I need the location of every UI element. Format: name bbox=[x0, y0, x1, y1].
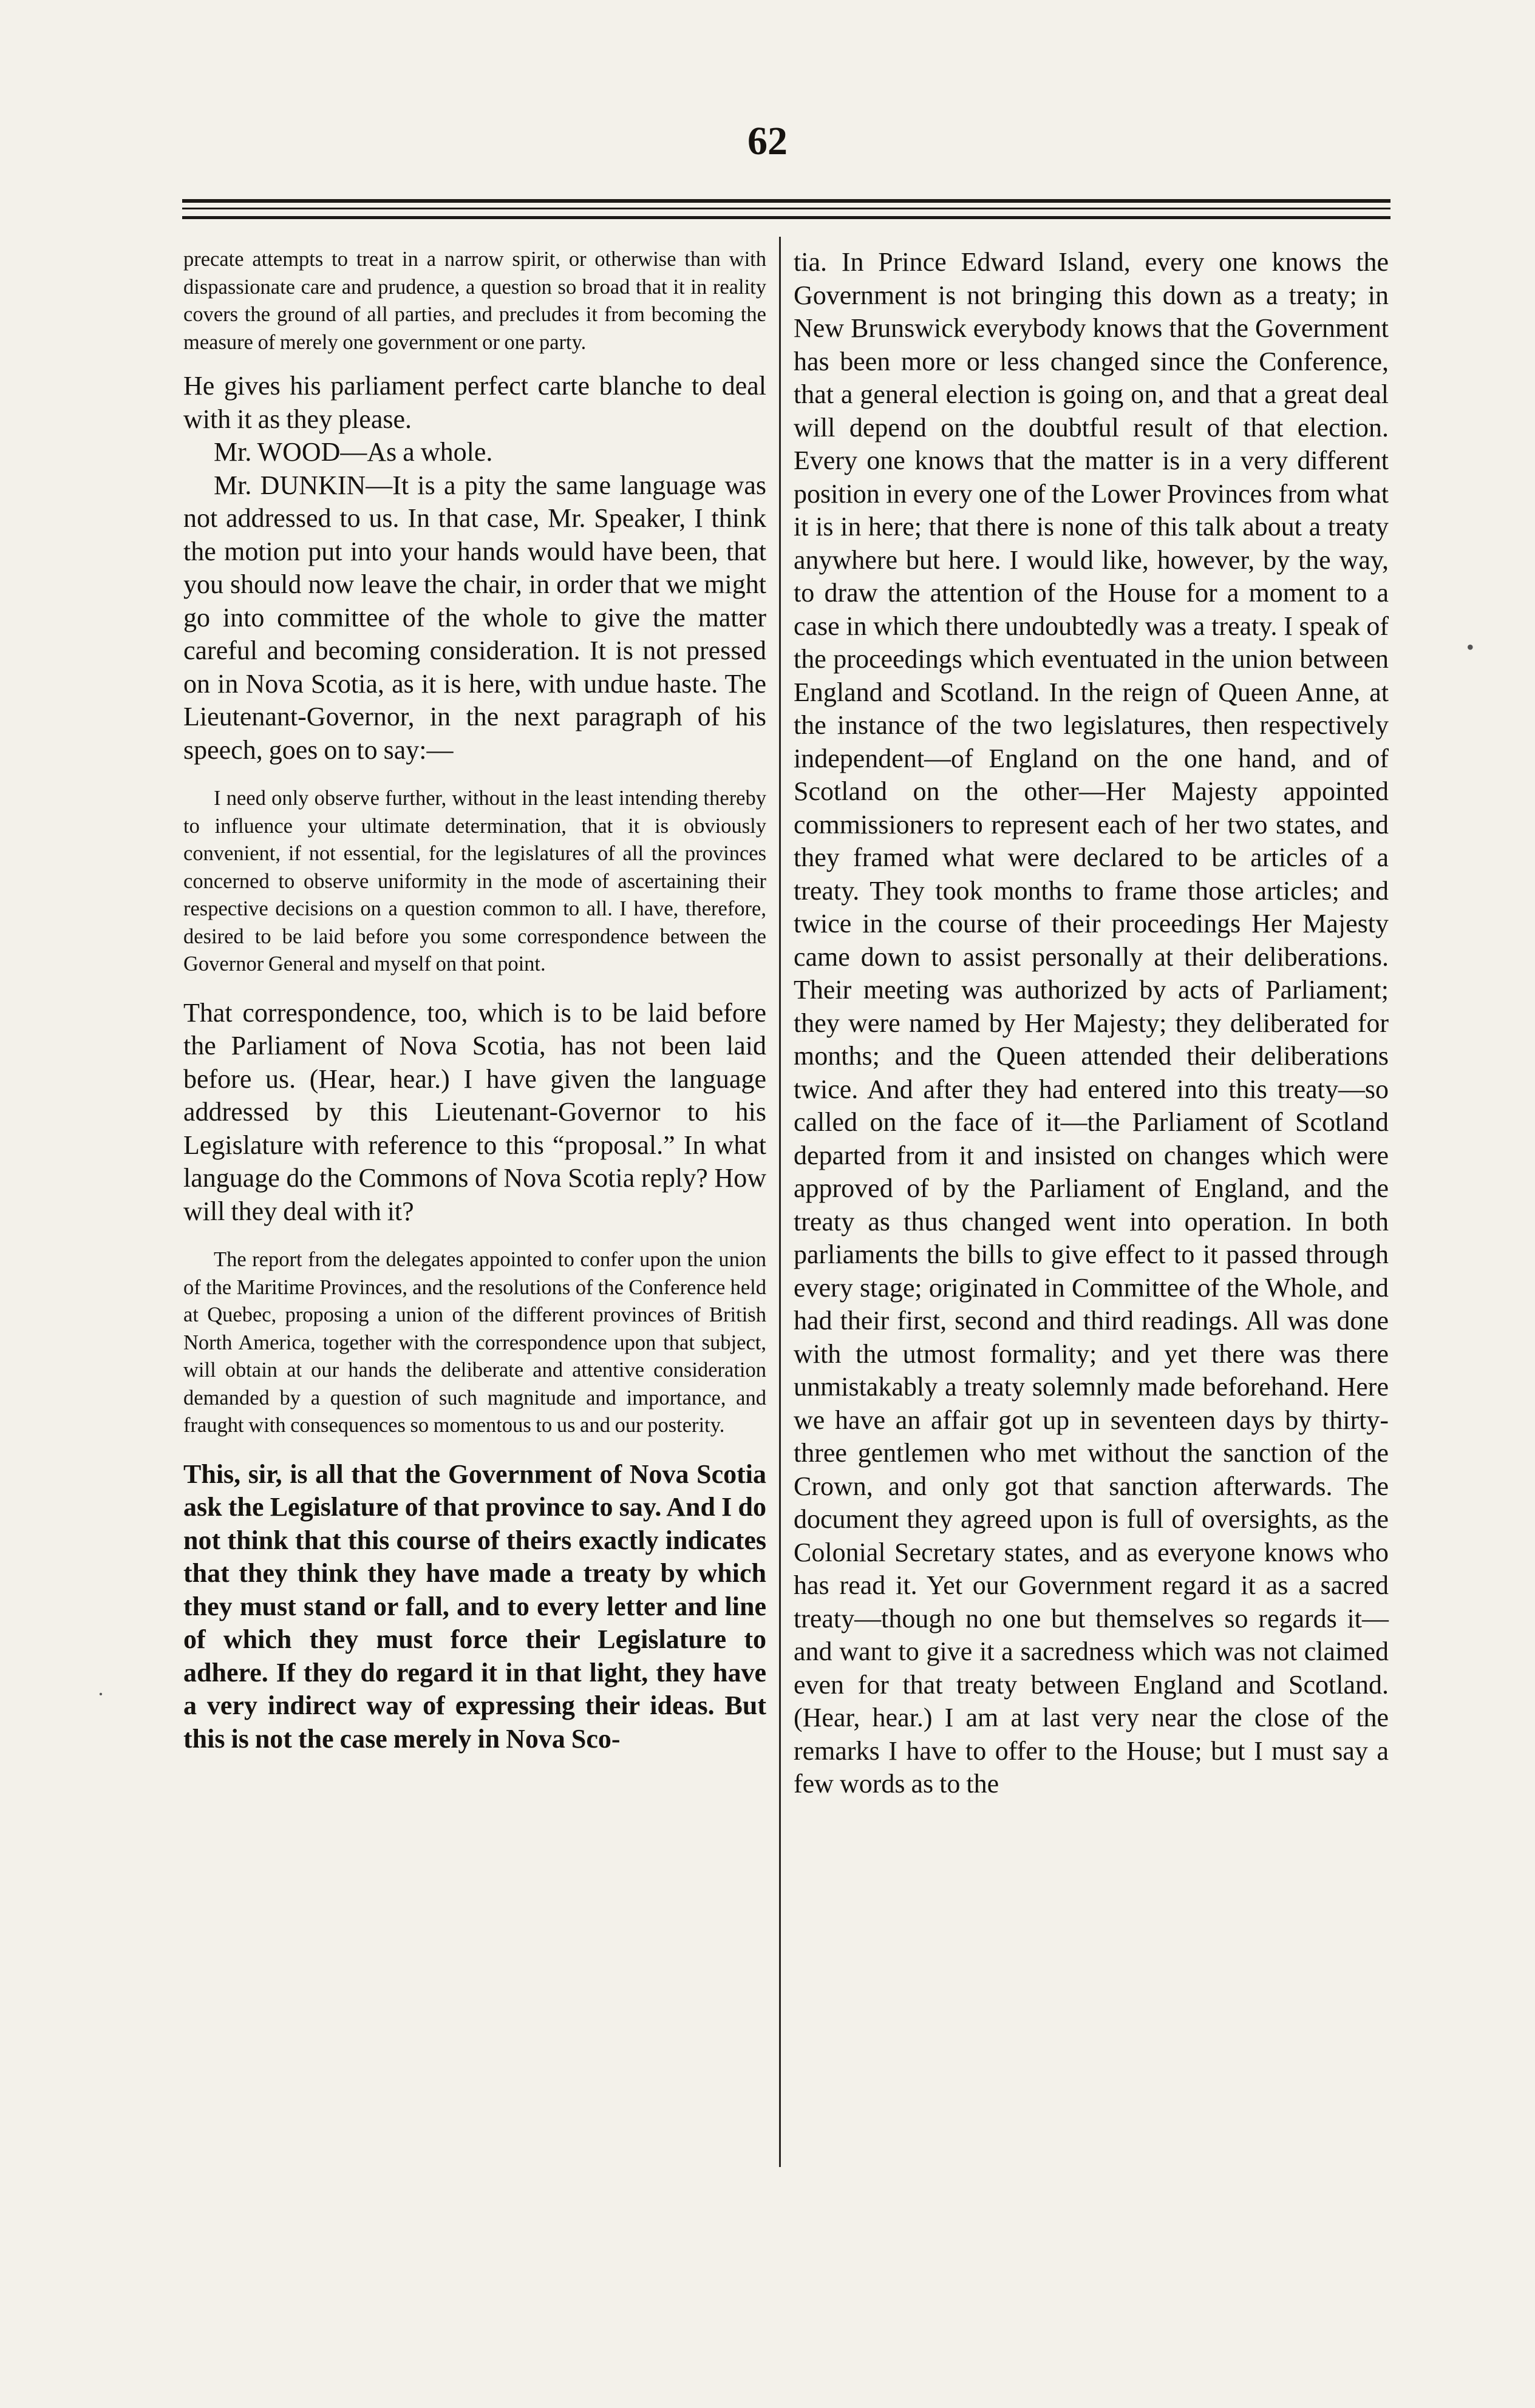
speaker-line-wood: Mr. WOOD—As a whole. bbox=[214, 437, 493, 467]
right-column bbox=[794, 246, 1389, 1801]
quote-continuation: precate attempts to treat in a narrow spirit, or otherwise than with dispassionate care and prudence, a question so broad that it in reality covers the ground of all parties, and precludes it from becoming the measure of merely one government or one party. bbox=[183, 248, 766, 354]
paragraph-correspondence: That correspondence, too, which is to be laid before the Parliament of Nova Scotia, has not been laid before us. (Hear, hear.) I have given the language addressed by this Lieutenant-Governor to his Legislature with reference to this “proposal.” In what language do the Commons of Nova Scotia reply? How will they deal with it? bbox=[183, 997, 766, 1226]
paragraph-final: This, sir, is all that the Government of Nova Scotia ask the Legislature of that province to say. And I do not think that this course of theirs exactly indicates that they think they have made a treaty by which they must stand or fall, and to every letter and line of which they must force their Legislature to adhere. If they do regard it in that light, they have a very indirect way of expressing their ideas. But this is not the case merely in Nova Sco- bbox=[183, 1459, 766, 1754]
page-number: 62 bbox=[747, 119, 788, 163]
quoted-speech-excerpt: I need only observe further, without in the least intending thereby to influence your ultimate determination, that it is obviously convenient, if not essential, for the legislatures of all the provinces concerned to observe uniformity in the mode of ascertaining their respective decisions on a question common to all. I have, therefore, desired to be laid before you some correspondence between the Governor General and myself on that point. bbox=[183, 787, 766, 975]
stray-ink-mark: • bbox=[1466, 635, 1474, 659]
header-rule bbox=[182, 216, 1390, 219]
column-divider bbox=[779, 237, 781, 2167]
stray-ink-mark: · bbox=[97, 1682, 104, 1706]
speaker-paragraph-dunkin: Mr. DUNKIN—It is a pity the same language was not addressed to us. In that case, Mr. Speaker, I think the motion put into your hands would have been, that you should now leave the chair, in order that we might go into committee of the whole to give the matter careful and becoming consideration. It is not pressed on in Nova Scotia, as it is here, with undue haste. The Lieutenant-Governor, in the next paragraph of his speech, goes on to say:— bbox=[183, 470, 766, 765]
paragraph-main: tia. In Prince Edward Island, every one knows the Government is not bringing this down as a treaty; in New Brunswick everybody knows that the Government has been more or less changed since the Conference, that a general election is going on, and that a great deal will depend on the doubtful result of that election. Every one knows that the matter is in a very different position in every one of the Lower Provinces from what it is in here; that there is none of this talk about a treaty anywhere but here. I would like, however, by the way, to draw the attention of the House for a moment to a case in which there undoubtedly was a treaty. I speak of the proceedings which eventuated in the union between England and Scotland. In the reign of Queen Anne, at the instance of the two legislatures, then respectively independent—of England on the one hand, and of Scotland on the other—Her Majesty appointed commissioners to represent each of her two states, and they framed what were declared to be articles of a treaty. They took months to frame those articles; and twice in the course of their proceedings Her Majesty came down to assist personally at their deliberations. Their meeting was authorized by acts of Parliament; they were named by Her Majesty; they deliberated for months; and the Queen attended their deliberations twice. And after they had entered into this treaty—so called on the face of it—the Parliament of Scotland departed from it and insisted on changes which were approved of by the Parliament of England, and the treaty as thus changed went into operation. In both parliaments the bills to give effect to it passed through every stage; originated in Committee of the Whole, and had their first, second and third readings. All was done with the utmost formality; and yet there was there unmistakably a treaty solemnly made beforehand. Here we have an affair got up in seventeen days by thirty-three gentlemen who met without the sanction of the Crown, and only got that sanction afterwards. The document they agreed upon is full of oversights, as the Colonial Secretary states, and as everyone knows who has read it. Yet our Government regard it as a sacred treaty—though no one but themselves so regards it—and want to give it a sacredness which was not claimed even for that treaty between England and Scotland. (Hear, hear.) I am at last very near the close of the remarks I have to offer to the House; but I must say a few words as to the bbox=[794, 247, 1389, 1799]
paragraph-carte-blanche: He gives his parliament perfect carte blanche to deal with it as they please. bbox=[183, 371, 766, 434]
quoted-reply-excerpt: The report from the delegates appointed to confer upon the union of the Maritime Provinces, and the resolutions of the Conference held at Quebec, proposing a union of the different provinces of British North America, together with the correspondence upon that subject, will obtain at our hands the deliberate and attentive consideration demanded by a question of such magnitude and importance, and fraught with consequences so momentous to us and our posterity. bbox=[183, 1248, 766, 1437]
header-rule bbox=[182, 208, 1390, 209]
header-rule bbox=[182, 199, 1390, 203]
left-column bbox=[183, 246, 766, 1755]
